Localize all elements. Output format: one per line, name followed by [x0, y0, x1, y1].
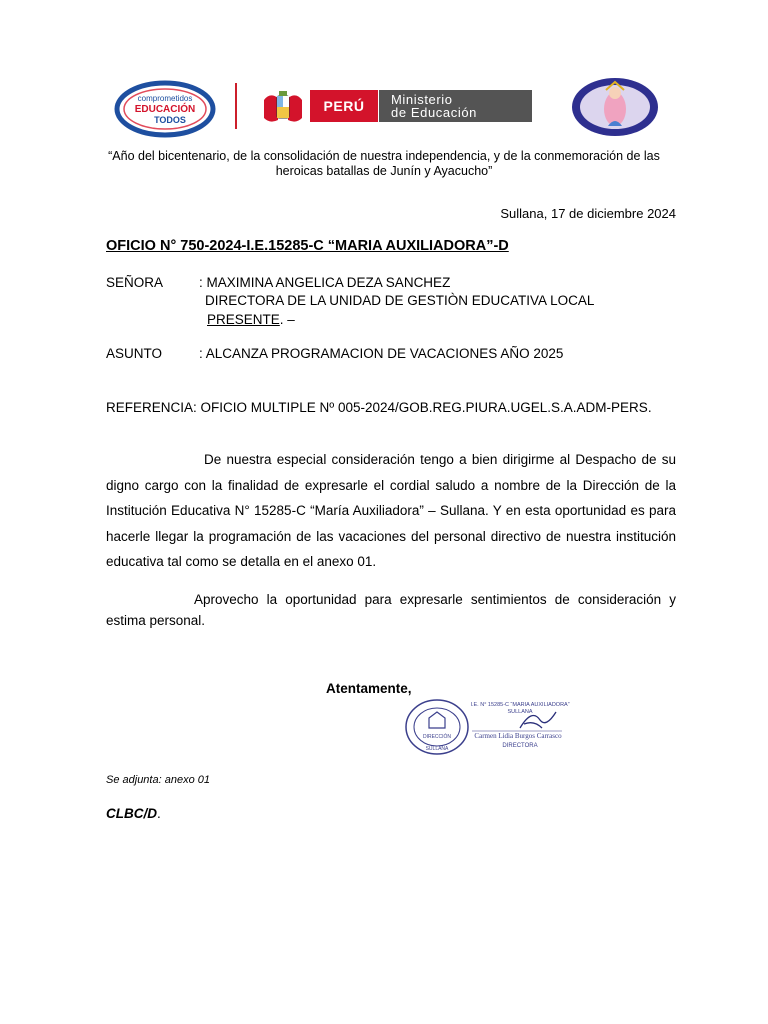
body-paragraph-1: De nuestra especial consideración tengo a bien dirigirme al Despacho de su digno cargo con la finalidad de expresarle el cordial saludo a nombre de la Dirección de la Institución Educativa N° 15285-C “María Auxiliadora” – Sullana. Y en esta oportunidad es para hacerle llegar la programación de las vacaciones del personal directivo de nuestra institución educativa tal como se detalla en el anexo 01.	[106, 452, 676, 569]
seal-label-bottom: SULLANA	[425, 746, 449, 752]
ministry-line2: de Educación	[391, 105, 477, 120]
referencia: REFERENCIA: OFICIO MULTIPLE Nº 005-2024/GOB.REG.PIURA.UGEL.S.A.ADM-PERS.	[106, 400, 652, 415]
year-motto-line2: heroicas batallas de Junín y Ayacucho”	[275, 164, 493, 178]
asunto-text: : ALCANZA PROGRAMACION DE VACACIONES AÑO 2025	[199, 346, 564, 361]
attachment-note: Se adjunta: anexo 01	[106, 774, 210, 786]
stamp-name: Carmen Lidia Burgos Carrasco	[474, 732, 562, 740]
logo-left-line1: comprometidos	[137, 94, 193, 103]
closing: Atentamente,	[326, 681, 412, 696]
stamp-role: DIRECTORA	[502, 743, 538, 749]
round-seal-stamp	[404, 698, 470, 756]
ministry-line1: Ministerio	[391, 92, 453, 107]
peru-label: PERÚ	[310, 90, 378, 122]
presente-text: PRESENTE	[207, 312, 280, 327]
asunto-label: ASUNTO	[106, 346, 163, 361]
director-signature-stamp	[470, 698, 570, 760]
presente-suffix: . –	[279, 312, 295, 327]
senora-label: SEÑORA	[106, 275, 164, 290]
maria-auxiliadora-school-logo	[570, 76, 660, 138]
presente-line	[207, 312, 295, 328]
body-paragraph-2: Aprovecho la oportunidad para expresarle sentimientos de consideración y estima personal.	[106, 592, 676, 628]
oficio-title: OFICIO N° 750-2024-I.E.15285-C “MARIA AUXILIADORA”-D	[106, 238, 509, 254]
year-motto	[84, 149, 684, 179]
ministry-label	[379, 90, 532, 122]
logo-left-line3: TODOS	[154, 115, 186, 125]
compromiso-educacion-logo	[114, 80, 216, 138]
peru-coat-of-arms-icon	[260, 90, 306, 126]
document-date: Sullana, 17 de diciembre 2024	[500, 206, 676, 221]
year-motto-line1: “Año del bicentenario, de la consolidación de nuestra independencia, y de la conmemoración de las	[108, 149, 660, 163]
initials-suffix: .	[157, 806, 161, 821]
stamp-line2: SULLANA	[507, 709, 533, 715]
header-divider	[235, 83, 237, 129]
stamp-line1: I.E. N° 15285-C “MARIA AUXILIADORA”	[470, 702, 570, 708]
initials-line	[106, 806, 161, 822]
initials: CLBC/D	[106, 806, 157, 821]
logo-left-line2: EDUCACIÓN	[134, 104, 196, 115]
senora-position: DIRECTORA DE LA UNIDAD DE GESTIÒN EDUCATIVA LOCAL	[205, 293, 595, 308]
seal-label-top: DIRECCIÓN	[422, 734, 452, 740]
senora-name: : MAXIMINA ANGELICA DEZA SANCHEZ	[199, 275, 451, 290]
